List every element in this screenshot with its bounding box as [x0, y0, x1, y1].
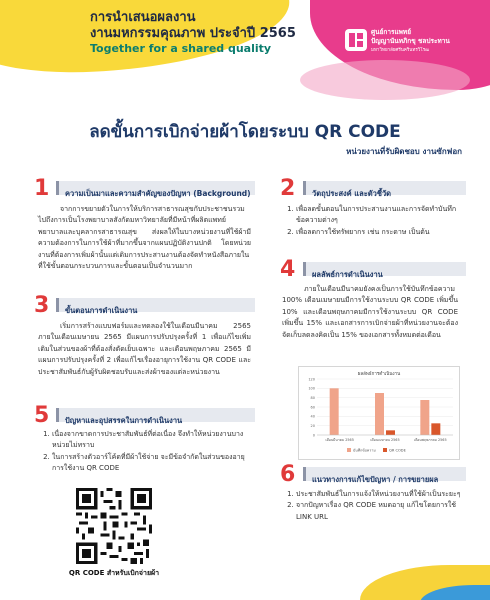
header-pink-wave: [300, 60, 470, 100]
y-tick-label: 60: [310, 405, 315, 410]
y-tick-label: 40: [310, 414, 315, 419]
section-1-header: [56, 181, 255, 198]
section-3-number: 3: [34, 293, 50, 318]
section-6-list: [282, 489, 466, 523]
x-tick-label: เดือนพฤษภาคม 2565: [414, 438, 447, 442]
section-3-heading: ขั้นตอนการดำเนินงาน: [65, 306, 138, 315]
legend-swatch: [347, 448, 351, 452]
list-item: 1. ประชาสัมพันธ์ในการแจ้งให้หน่วยงานที่ใช้ผ้าเป็นระยะๆ: [296, 489, 466, 500]
section-4-heading: ผลลัพธ์การดำเนินงาน: [312, 270, 383, 279]
list-item: 2. จากปัญหาเรื่อง QR CODE หมดอายุ แก้ไขโดยการใช้ LINK URL: [296, 500, 466, 523]
y-tick-label: 120: [308, 377, 315, 382]
list-item: 2. ในการสร้างตัวอาร์โค้ดที่มีผ้าใช้จ่าย จะมีข้อจำกัดในส่วนของอายุการใช้งาน QR CODE: [52, 452, 252, 475]
chart-bar: [420, 400, 429, 435]
section-1-text: จากการขยายตัวในการให้บริการสาธารณสุขกับประชาชนรวมไปถึงการเป็นโรงพยาบาลสังกัดมหาวิทยาลัยที่มีหน้าที่ผลิตแพทย์พยาบาลและบุคลากรสาธารณสุข ส่งผลให้ในบางหน่วยงานที่ใช้ผ้ามีความต้องการในการใช้ผ้าที่มากขึ้นจากแผนปฏิบัติงานปกติ โดยหน่วยงานที่ต้องการเพิ่มผ้านั้นแต่เดิมการประสานงานต้องจัดทำหนังสือภายในที่ใช้ขั้นตอนกระบวนการและขั้นตอนเป็นจำนวนมาก: [38, 205, 251, 271]
section-2-heading: วัตถุประสงค์ และตัวชี้วัด: [312, 189, 392, 198]
header-tagline: Together for a shared quality: [90, 42, 272, 55]
section-6-number: 6: [280, 462, 296, 487]
section-5-list: [38, 429, 252, 475]
header-line1: การนำเสนอผลงาน: [90, 10, 196, 25]
x-tick-label: เดือนเมษายน 2565: [370, 438, 400, 442]
section-4-text: ภายในเดือนมีนาคมยังคงเป็นการใช้บันทึกข้อความ 100% เดือนเมษายนมีการใช้งานระบบ QR CODE เพิ่มขึ้น 10% และเดือนพฤษภาคมมีการใช้งานระบบ QR CODE เพิ่มขึ้น 15% และเอกสารการเบิกจ่ายผ้าที่หน่วยงานจะต้องจัดเก็บลดลงคิดเป็น 15% ของเอกสารทั้งหมดต่อเดือน: [282, 285, 458, 339]
chart-bar: [330, 388, 339, 435]
responsible-unit: หน่วยงานที่รับผิดชอบ งานซักฟอก: [346, 147, 462, 156]
x-tick-label: เดือนมีนาคม 2565: [325, 438, 354, 442]
section-6-header: [303, 467, 466, 484]
logo-icon: [345, 29, 367, 51]
logo-line3: มหาวิทยาลัยศรีนครินทรวิโรฒ: [371, 48, 430, 53]
chart-title: ผลลัพธ์การดำเนินงาน: [357, 372, 401, 377]
section-1-heading: ความเป็นมาและความสำคัญของปัญหา (Background): [65, 189, 251, 198]
legend-swatch: [383, 448, 387, 452]
chart-bar: [375, 393, 384, 435]
section-4-number: 4: [280, 257, 296, 282]
section-1-number: 1: [34, 176, 50, 201]
section-6-heading: แนวทางการแก้ไขปัญหา / การขยายผล: [312, 475, 439, 484]
list-item: 1. เนื่องจากขาดการประชาสัมพันธ์ที่ต่อเนื่อง จึงทำให้หน่วยงานบางหน่วยไม่ทราบ: [52, 429, 252, 452]
chart-bar: [386, 430, 395, 435]
poster-title: ลดขั้นการเบิกจ่ายผ้าโดยระบบ QR CODE: [89, 122, 401, 142]
section-5-number: 5: [34, 403, 50, 428]
header-line2: งานมหกรรมคุณภาพ ประจำปี 2565: [90, 26, 296, 41]
y-tick-label: 0: [312, 433, 315, 438]
results-bar-chart: [298, 366, 460, 460]
y-tick-label: 100: [308, 386, 315, 391]
qr-code-image[interactable]: [76, 488, 152, 564]
list-item: 1. เพื่อลดขั้นตอนในการประสานงานและการจัดทำบันทึกข้อความต่างๆ: [296, 204, 466, 227]
section-4-header: [303, 262, 466, 279]
hospital-logo: [345, 26, 477, 56]
logo-line2: ปัญญานันทภิกขุ ชลประทาน: [371, 37, 450, 45]
header-text: [90, 10, 320, 56]
legend-label: บันทึกข้อความ: [353, 448, 376, 453]
section-5-heading: ปัญหาและอุปสรรคในการดำเนินงาน: [65, 416, 183, 425]
section-2-list: [282, 204, 466, 238]
y-tick-label: 20: [310, 423, 315, 428]
qr-code-label: QR CODE สำหรับเบิกจ่ายผ้า: [68, 569, 160, 577]
chart-bar: [431, 423, 440, 435]
logo-line1: ศูนย์การแพทย์: [371, 28, 412, 36]
legend-label: QR CODE: [389, 448, 406, 453]
section-3-text: เริ่มการสร้างแบบฟอร์มและทดลองใช้ในเดือนมีนาคม 2565 ภายในเดือนเมษายน 2565 มีแผนการปรับปรุงครั้งที่ 1 เพื่อแก้ไขเพิ่มเติมในส่วนของผ้าที่ต้องสั่งตัดเย็บเฉพาะ และเดือนพฤษภาคม 2565 มีแผนการปรับปรุงครั้งที่ 2 เพื่อแก้ไขเรื่องอายุการใช้งาน QR CODE และประชาสัมพันธ์กับผู้รับผิดชอบรับและส่งผ้าของแต่ละหน่วยงาน: [38, 322, 251, 376]
section-3-header: [56, 298, 255, 315]
section-5-header: [56, 408, 255, 425]
section-2-header: [303, 181, 466, 198]
list-item: 2. เพื่อลดการใช้ทรัพยากร เช่น กระดาษ เป็นต้น: [296, 227, 466, 238]
section-2-number: 2: [280, 176, 296, 201]
y-tick-label: 80: [310, 395, 315, 400]
